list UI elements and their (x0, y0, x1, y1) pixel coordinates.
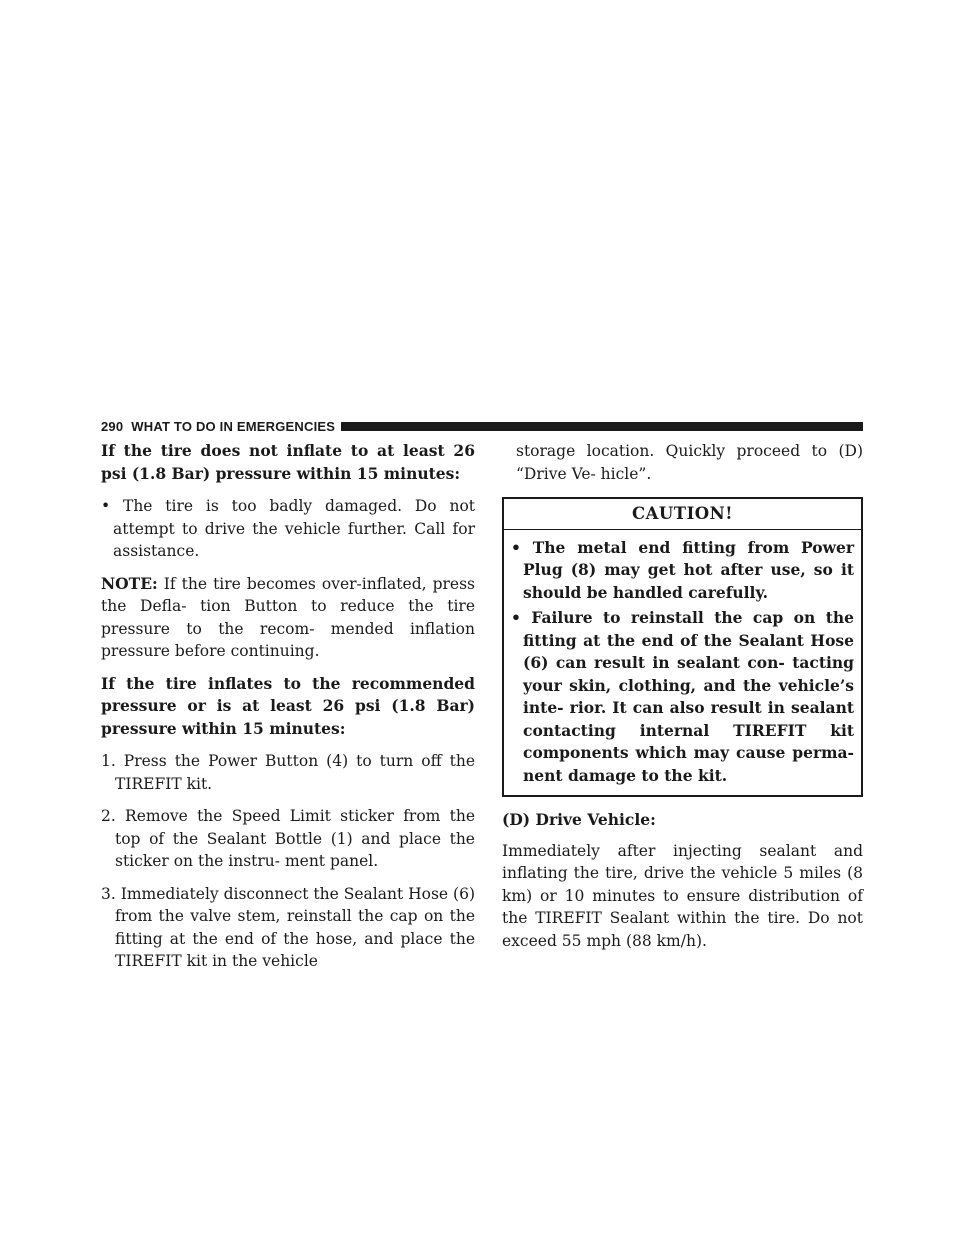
step-1: 1. Press the Power Button (4) to turn off the TIREFIT kit. (101, 752, 475, 793)
bullet-item: • The tire is too badly damaged. Do not attempt to drive the vehicle further. Call for assistance. (101, 497, 476, 560)
note-text: If the tire becomes over-inflated, press the Defla- tion Button to reduce the tire pressure to the recom- mended inflation pressure before continuing. (101, 574, 475, 660)
drive-vehicle-paragraph: Immediately after injecting sealant and inflating the tire, drive the vehicle 5 miles (8 km) or 10 minutes to ensure distribution of the TIREFIT Sealant within the tire. Do not exceed 55 mph (88 km/h). (502, 841, 863, 950)
step-2: 2. Remove the Speed Limit sticker from the top of the Sealant Bottle (1) and place the sticker on the instru- ment panel. (101, 807, 475, 870)
right-column (502, 440, 863, 962)
step-3: 3. Immediately disconnect the Sealant Hose (6) from the valve stem, reinstall the cap on the fitting at the end of the hose, and place the TIREFIT kit in the vehicle (101, 884, 475, 970)
page-header (101, 418, 863, 434)
page-number: 290 (101, 418, 124, 434)
caution-body (504, 530, 861, 796)
continuation-text: storage location. Quickly proceed to (D) “Drive Ve- hicle”. (516, 442, 863, 483)
section-title: WHAT TO DO IN EMERGENCIES (131, 418, 336, 434)
heading-not-inflate: If the tire does not inflate to at least 26 psi (1.8 Bar) pressure within 15 minutes: (101, 441, 475, 483)
caution-title: CAUTION! (504, 499, 861, 530)
left-column (101, 440, 475, 983)
caution-item: • Failure to reinstall the cap on the fitting at the end of the Sealant Hose (6) can result in sealant con- tacting your skin, clothing, and the vehicle’s inte- rior. It can also result in sealant contacting internal TIREFIT kit components which may cause perma- nent damage to the kit. (511, 608, 854, 785)
note-paragraph (101, 573, 475, 663)
header-rule (341, 422, 863, 431)
caution-box (502, 497, 863, 797)
drive-vehicle-heading: (D) Drive Vehicle: (502, 810, 656, 829)
note-label: NOTE: (101, 573, 158, 593)
caution-item: • The metal end fitting from Power Plug (8) may get hot after use, so it should be handled carefully. (511, 537, 854, 602)
heading-inflates: If the tire inflates to the recommended pressure or is at least 26 psi (1.8 Bar) pressure within 15 minutes: (101, 673, 475, 738)
